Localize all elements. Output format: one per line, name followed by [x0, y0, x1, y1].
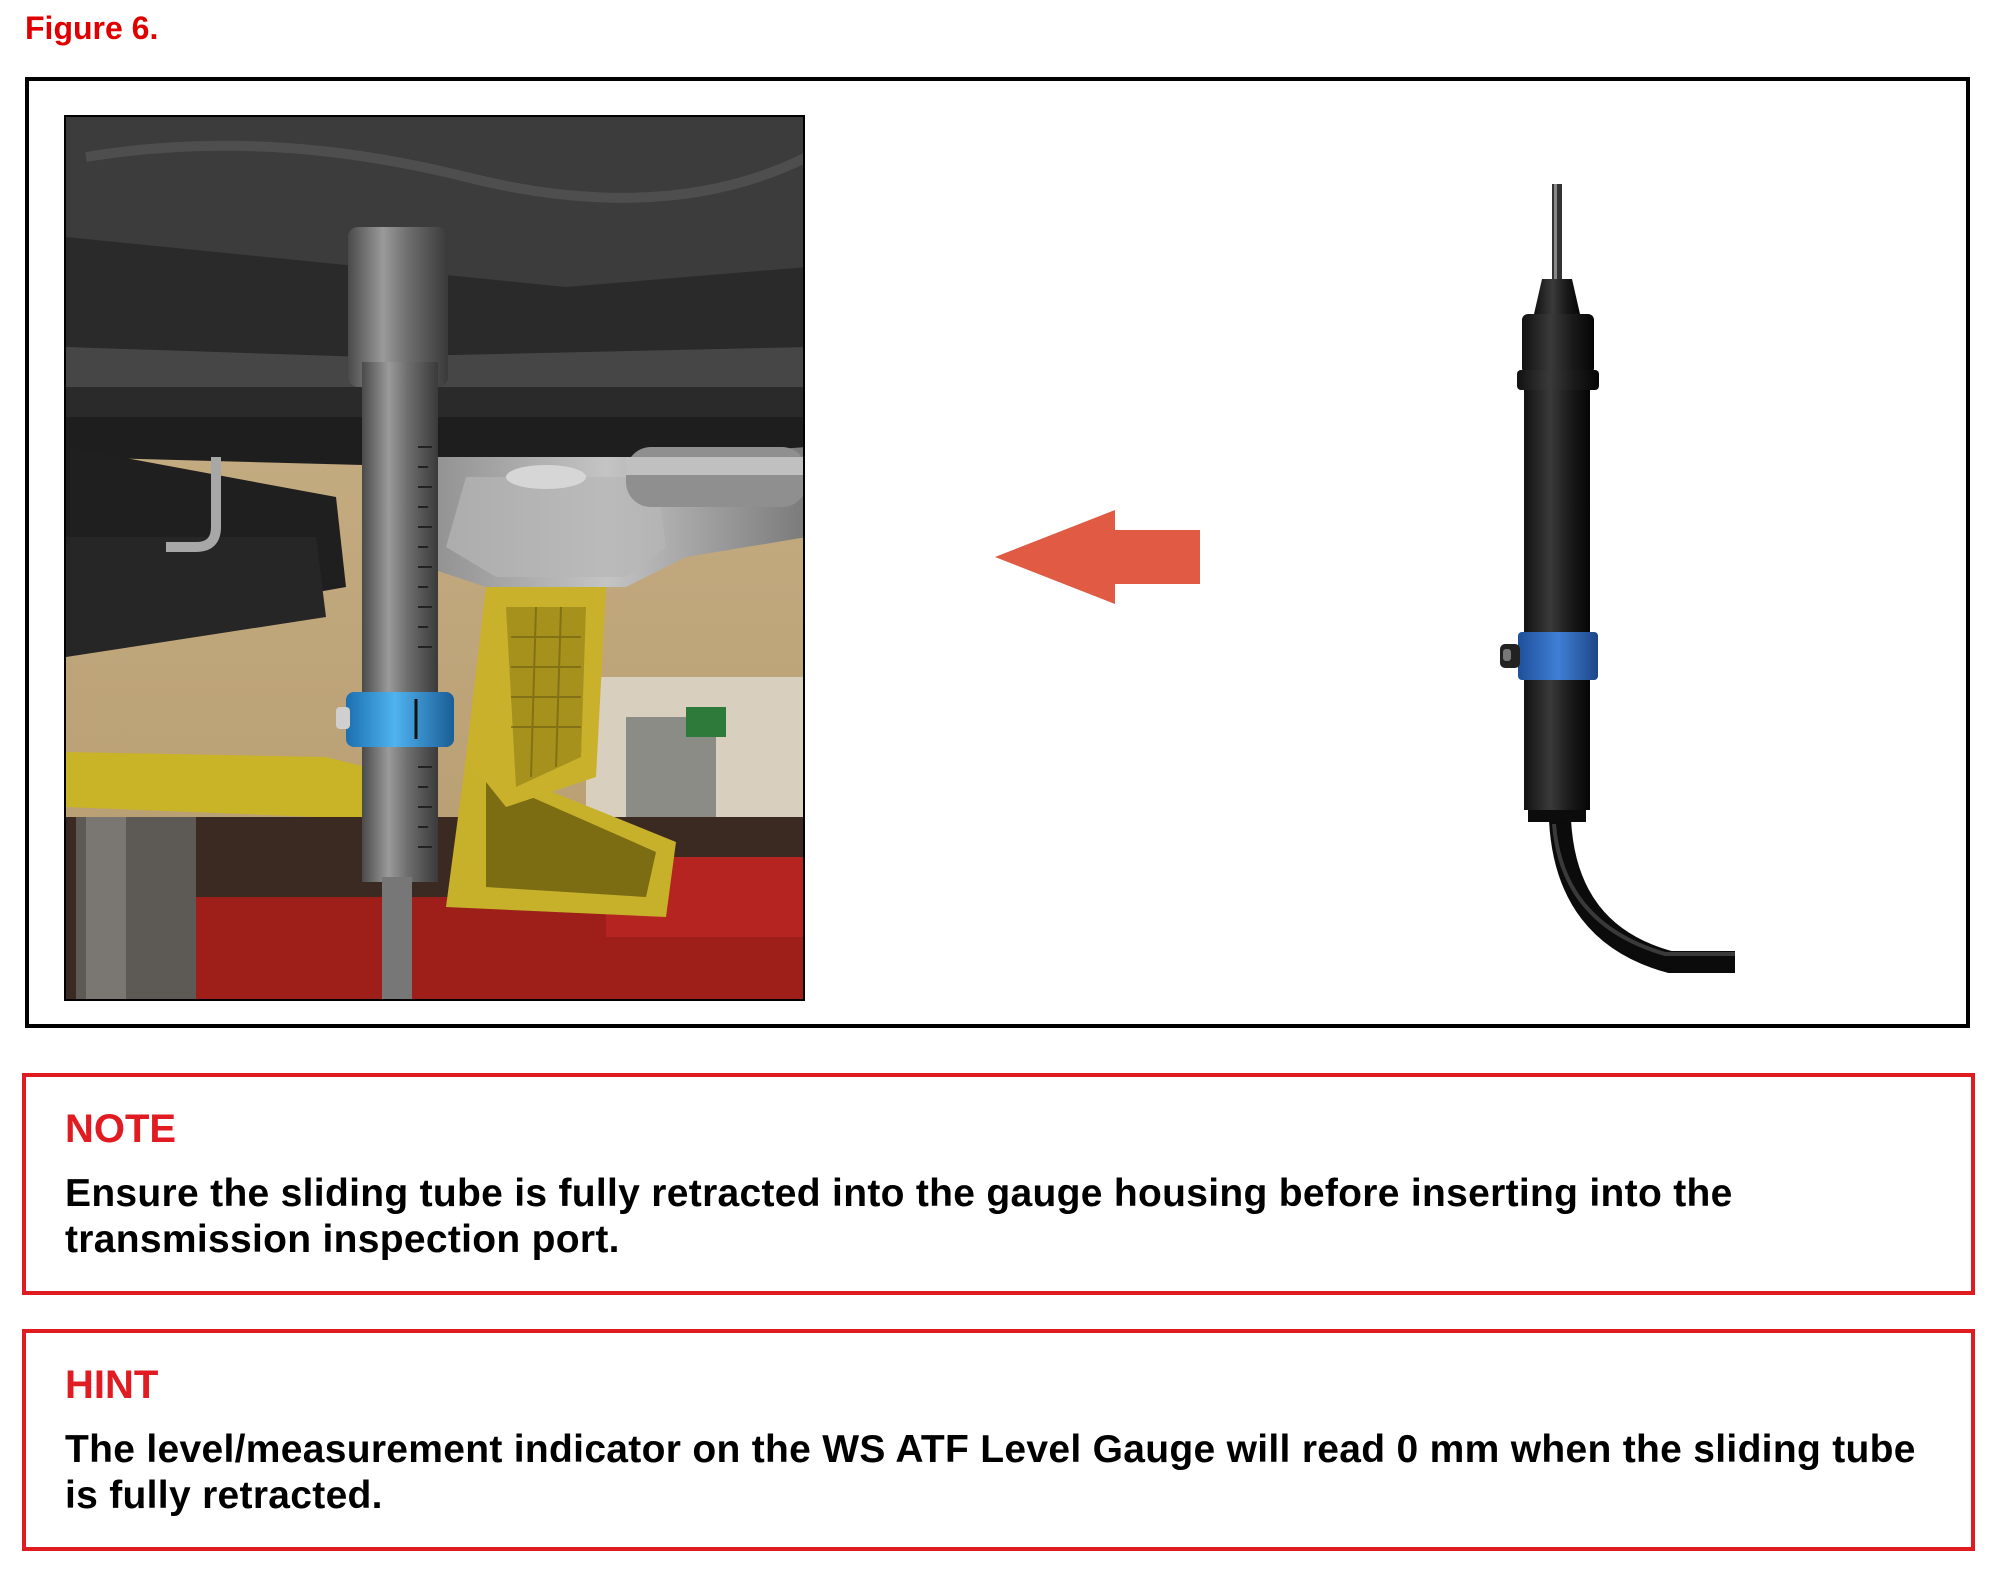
hint-title: HINT	[65, 1363, 159, 1407]
figure-label: Figure 6.	[25, 10, 159, 46]
note-title: NOTE	[65, 1107, 177, 1151]
figure-frame	[25, 77, 1970, 1028]
ws-atf-level-gauge	[1470, 184, 1740, 1009]
arrow-left-icon	[995, 510, 1200, 604]
note-text: Ensure the sliding tube is fully retracted into the gauge housing before inserting into the transmission inspection port.	[65, 1172, 1733, 1261]
hint-callout	[22, 1329, 1975, 1551]
note-callout	[22, 1073, 1975, 1295]
gauge-installed-photo	[64, 115, 805, 1001]
hint-text: The level/measurement indicator on the WS ATF Level Gauge will read 0 mm when the sliding tube is fully retracted.	[65, 1428, 1916, 1517]
